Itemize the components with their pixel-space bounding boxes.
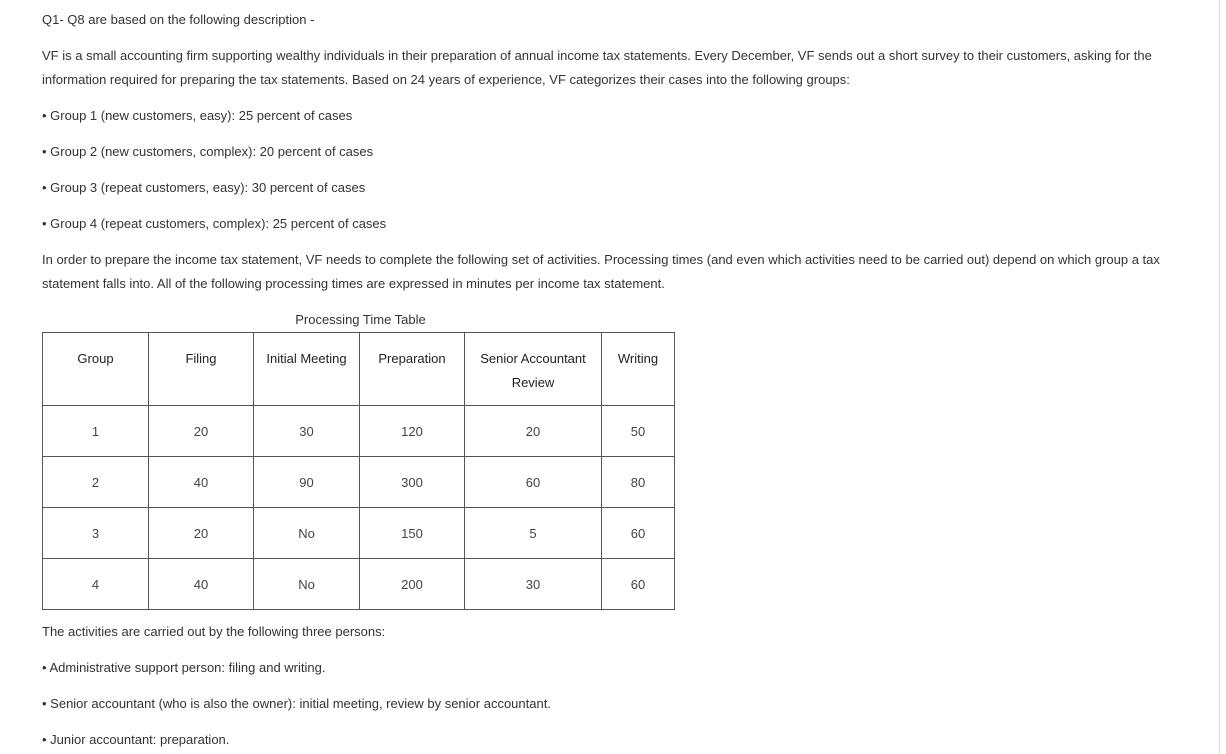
processing-time-table: [42, 332, 675, 610]
table-cell: 120: [360, 406, 465, 457]
table-cell: 90: [254, 457, 360, 508]
table-cell: 30: [254, 406, 360, 457]
table-cell: 40: [149, 457, 254, 508]
header-preparation: Preparation: [360, 333, 465, 406]
table-cell: 200: [360, 559, 465, 610]
table-cell: No: [254, 508, 360, 559]
header-filing: Filing: [149, 333, 254, 406]
table-row: [43, 559, 675, 610]
table-caption: Processing Time Table: [295, 312, 426, 327]
table-cell: No: [254, 559, 360, 610]
table-cell: 40: [149, 559, 254, 610]
table-header-row: [43, 333, 675, 406]
question-header: Q1- Q8 are based on the following description -: [42, 12, 315, 27]
group-item: • Group 4 (repeat customers, complex): 25 percent of cases: [42, 216, 387, 231]
activities-intro-line-1: In order to prepare the income tax statement, VF needs to complete the following set of activities. Processing times (and even which activities need to be carried out) depend on which group a tax: [42, 252, 1160, 267]
header-senior-accountant-review: Senior Accountant Review: [465, 333, 602, 406]
person-item: • Junior accountant: preparation.: [42, 732, 230, 747]
table-row: [43, 508, 675, 559]
person-item: • Administrative support person: filing and writing.: [42, 660, 326, 675]
group-item: • Group 1 (new customers, easy): 25 percent of cases: [42, 108, 353, 123]
table-cell: 3: [43, 508, 149, 559]
table-cell: 60: [465, 457, 602, 508]
intro-line-1: VF is a small accounting firm supporting wealthy individuals in their preparation of annual income tax statements. Every December, VF sends out a short survey to their customers, asking for the: [42, 48, 1152, 63]
table-cell: 20: [149, 508, 254, 559]
table-cell: 4: [43, 559, 149, 610]
header-initial-meeting: Initial Meeting: [254, 333, 360, 406]
person-item: • Senior accountant (who is also the owner): initial meeting, review by senior accountant.: [42, 696, 551, 711]
activities-intro-line-2: statement falls into. All of the following processing times are expressed in minutes per income tax statement.: [42, 276, 665, 291]
table-cell: 150: [360, 508, 465, 559]
intro-line-2: information required for preparing the tax statements. Based on 24 years of experience, VF categorizes their cases into the following groups:: [42, 72, 850, 87]
table-row: [43, 457, 675, 508]
table-cell: 300: [360, 457, 465, 508]
header-group: Group: [43, 333, 149, 406]
table-row: [43, 406, 675, 457]
table-cell: 2: [43, 457, 149, 508]
table-cell: 20: [149, 406, 254, 457]
group-item: • Group 2 (new customers, complex): 20 percent of cases: [42, 144, 374, 159]
table-cell: 80: [602, 457, 675, 508]
group-item: • Group 3 (repeat customers, easy): 30 percent of cases: [42, 180, 366, 195]
table-cell: 30: [465, 559, 602, 610]
table-cell: 60: [602, 508, 675, 559]
table-cell: 5: [465, 508, 602, 559]
table-cell: 1: [43, 406, 149, 457]
table-cell: 50: [602, 406, 675, 457]
table-cell: 60: [602, 559, 675, 610]
table-cell: 20: [465, 406, 602, 457]
header-writing: Writing: [602, 333, 675, 406]
persons-intro: The activities are carried out by the following three persons:: [42, 624, 386, 639]
